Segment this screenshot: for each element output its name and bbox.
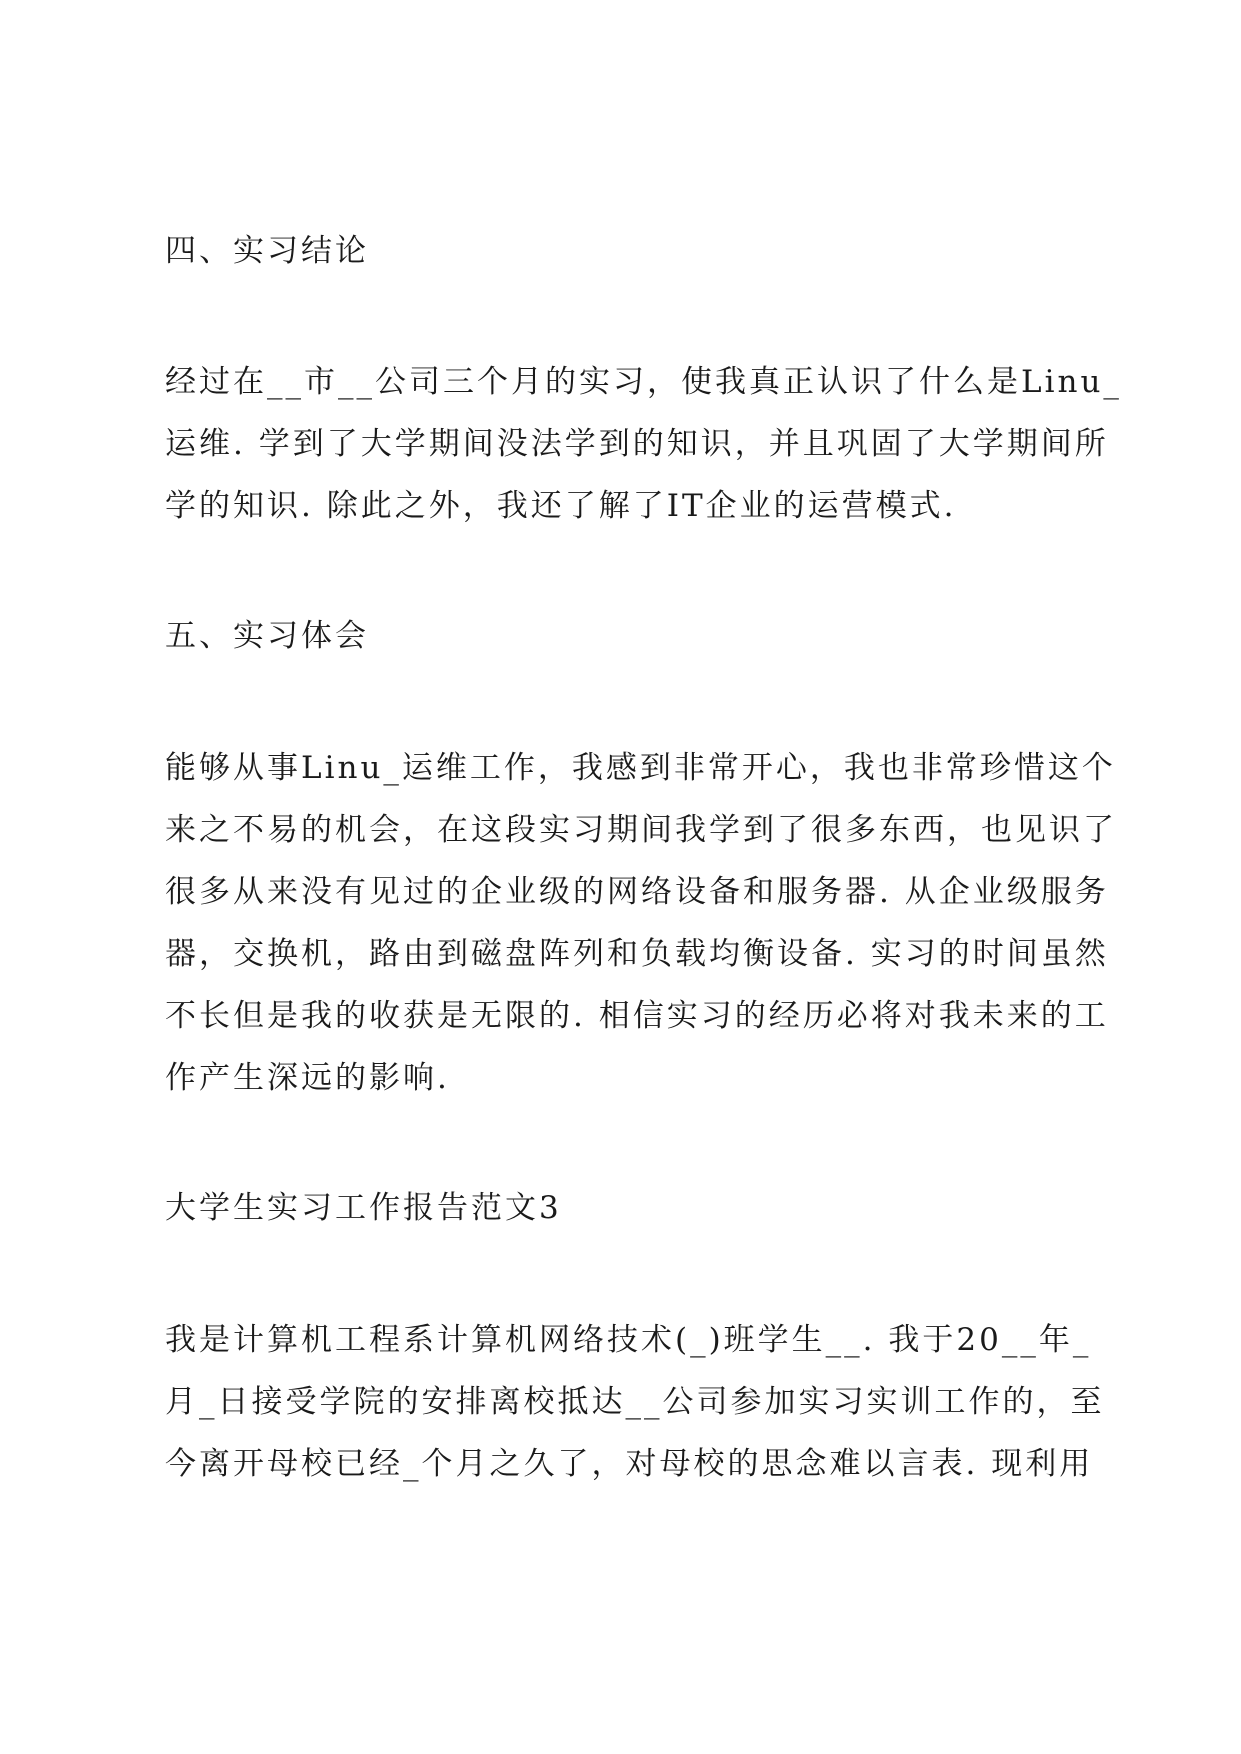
paragraph-line: 今离开母校已经_个月之久了，对母校的思念难以言表. 现利用 [165,1446,1094,1482]
report-3-title: 大学生实习工作报告范文3 [165,1190,562,1226]
paragraph-line: 不长但是我的收获是无限的. 相信实习的经历必将对我未来的工 [165,998,1109,1034]
section-5-heading: 五、实习体会 [165,618,369,654]
paragraph-line: 运维. 学到了大学期间没法学到的知识，并且巩固了大学期间所 [165,426,1109,462]
paragraph-line: 我是计算机工程系计算机网络技术(_)班学生__. 我于20__年_ [165,1322,1092,1358]
paragraph-line: 月_日接受学院的安排离校抵达__公司参加实习实训工作的，至 [165,1384,1105,1420]
paragraph-line: 很多从来没有见过的企业级的网络设备和服务器. 从企业级服务 [165,874,1109,910]
section-4-heading: 四、实习结论 [165,233,369,269]
paragraph-line: 来之不易的机会，在这段实习期间我学到了很多东西，也见识了 [165,812,1117,848]
paragraph-line: 经过在__市__公司三个月的实习，使我真正认识了什么是Linu_ [165,364,1122,400]
paragraph-line: 能够从事Linu_运维工作，我感到非常开心，我也非常珍惜这个 [165,750,1116,786]
paragraph-line: 作产生深远的影响. [165,1060,450,1096]
paragraph-line: 器，交换机，路由到磁盘阵列和负载均衡设备. 实习的时间虽然 [165,936,1109,972]
paragraph-line: 学的知识. 除此之外，我还了解了IT企业的运营模式. [165,488,957,524]
